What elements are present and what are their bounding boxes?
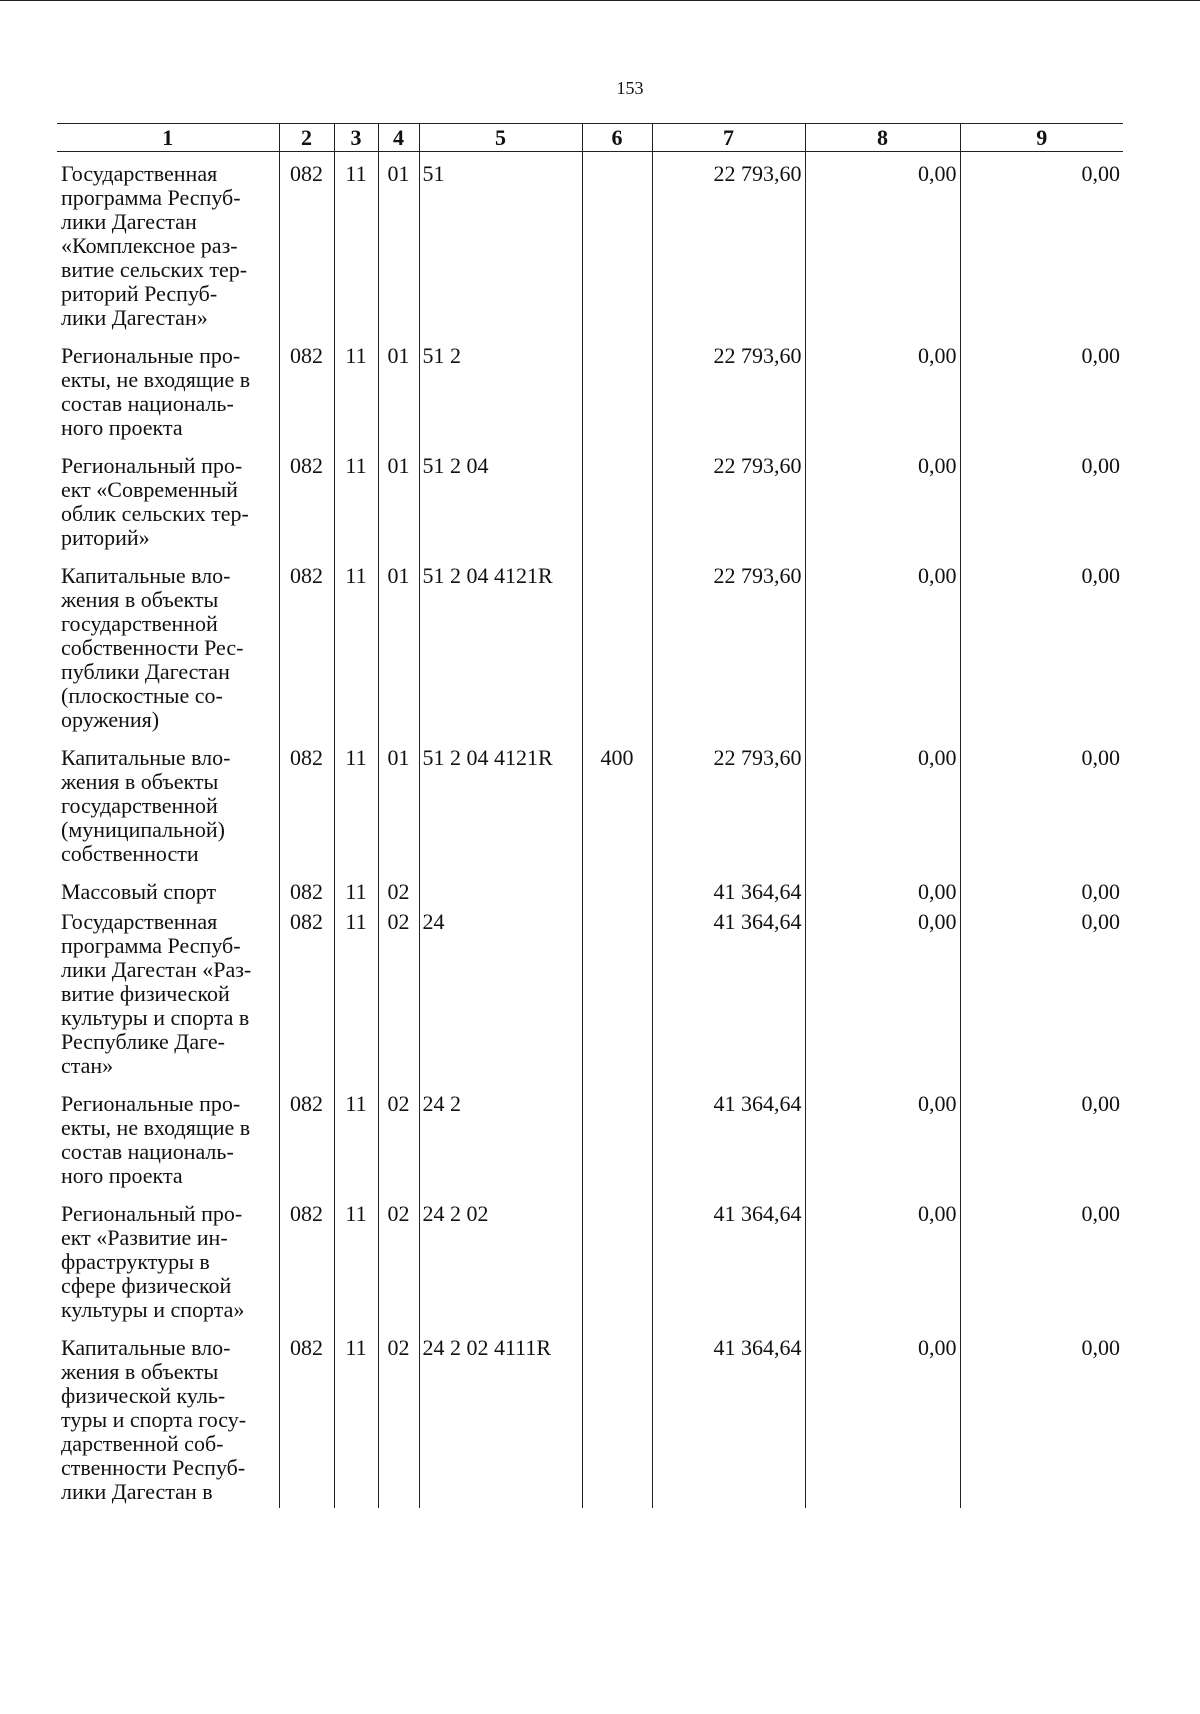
row-name-line: сфере физической <box>61 1273 232 1298</box>
amount-col9: 0,00 <box>960 1092 1123 1202</box>
table-row <box>57 564 1123 746</box>
row-name <box>57 1092 279 1202</box>
row-name-line: ственности Респуб- <box>61 1455 246 1480</box>
section-code: 11 <box>334 880 378 910</box>
target-article-code: 51 2 04 4121R <box>419 746 582 880</box>
subsection-code: 02 <box>378 880 419 910</box>
amount-col8: 0,00 <box>805 344 960 454</box>
expense-type-code <box>582 564 652 746</box>
page-number: 153 <box>616 78 644 98</box>
table-row <box>57 746 1123 880</box>
target-article-code: 24 2 <box>419 1092 582 1202</box>
row-name <box>57 746 279 880</box>
amount-col9: 0,00 <box>960 1202 1123 1336</box>
budget-admin-code: 082 <box>279 1336 334 1508</box>
section-code: 11 <box>334 344 378 454</box>
amount-col9: 0,00 <box>960 880 1123 910</box>
col-header-2: 2 <box>279 124 334 152</box>
subsection-code: 01 <box>378 564 419 746</box>
row-name-line: состав националь- <box>61 1139 234 1164</box>
table-row <box>57 1202 1123 1336</box>
top-rule <box>0 0 1200 1</box>
budget-admin-code: 082 <box>279 746 334 880</box>
amount-col9: 0,00 <box>960 344 1123 454</box>
row-name <box>57 1202 279 1336</box>
subsection-code: 01 <box>378 152 419 345</box>
subsection-code: 02 <box>378 1336 419 1508</box>
row-name-line: публики Дагестан <box>61 659 230 684</box>
subsection-code: 01 <box>378 746 419 880</box>
row-name-line: Государственная <box>61 161 218 186</box>
section-code: 11 <box>334 1336 378 1508</box>
expense-type-code <box>582 880 652 910</box>
row-name-line: риторий» <box>61 525 150 550</box>
amount-col8: 0,00 <box>805 880 960 910</box>
row-name-line: Капитальные вло- <box>61 745 231 770</box>
amount-col7: 41 364,64 <box>652 880 805 910</box>
budget-admin-code: 082 <box>279 1092 334 1202</box>
col-header-8: 8 <box>805 124 960 152</box>
row-name-line: Капитальные вло- <box>61 1335 231 1360</box>
row-name-line: жения в объекты <box>61 1359 219 1384</box>
table-body <box>57 152 1123 1509</box>
amount-col7: 41 364,64 <box>652 1336 805 1508</box>
budget-admin-code: 082 <box>279 1202 334 1336</box>
row-name <box>57 152 279 345</box>
row-name-line: культуры и спорта в <box>61 1005 250 1030</box>
col-header-3: 3 <box>334 124 378 152</box>
expense-type-code <box>582 152 652 345</box>
row-name-line: жения в объекты <box>61 587 219 612</box>
row-name-line: екты, не входящие в <box>61 367 251 392</box>
row-name-line: туры и спорта госу- <box>61 1407 247 1432</box>
section-code: 11 <box>334 746 378 880</box>
target-article-code: 24 <box>419 910 582 1092</box>
section-code: 11 <box>334 1092 378 1202</box>
budget-admin-code: 082 <box>279 454 334 564</box>
expense-type-code <box>582 910 652 1092</box>
row-name-line: витие физической <box>61 981 230 1006</box>
row-name-line: Региональные про- <box>61 343 241 368</box>
amount-col9: 0,00 <box>960 746 1123 880</box>
row-name-line: Региональный про- <box>61 453 243 478</box>
amount-col9: 0,00 <box>960 1336 1123 1508</box>
row-name <box>57 1336 279 1508</box>
col-header-7: 7 <box>652 124 805 152</box>
table-row <box>57 910 1123 1092</box>
amount-col7: 22 793,60 <box>652 344 805 454</box>
budget-admin-code: 082 <box>279 564 334 746</box>
row-name <box>57 880 279 910</box>
expense-type-code <box>582 1202 652 1336</box>
expense-type-code <box>582 1336 652 1508</box>
amount-col8: 0,00 <box>805 152 960 345</box>
row-name-line: программа Респуб- <box>61 933 241 958</box>
row-name-line: Региональные про- <box>61 1091 241 1116</box>
subsection-code: 01 <box>378 344 419 454</box>
amount-col8: 0,00 <box>805 454 960 564</box>
expense-type-code: 400 <box>582 746 652 880</box>
row-name-line: оружения) <box>61 707 160 732</box>
section-code: 11 <box>334 564 378 746</box>
amount-col7: 22 793,60 <box>652 564 805 746</box>
row-name-line: государственной <box>61 611 218 636</box>
amount-col9: 0,00 <box>960 910 1123 1092</box>
target-article-code <box>419 880 582 910</box>
row-name-line: (муниципальной) <box>61 817 225 842</box>
row-name-line: жения в объекты <box>61 769 219 794</box>
row-name-line: ного проекта <box>61 415 183 440</box>
row-name-line: программа Респуб- <box>61 185 241 210</box>
expense-type-code <box>582 1092 652 1202</box>
row-name-line: стан» <box>61 1053 114 1078</box>
section-code: 11 <box>334 910 378 1092</box>
amount-col9: 0,00 <box>960 152 1123 345</box>
row-name-line: риторий Респуб- <box>61 281 218 306</box>
budget-admin-code: 082 <box>279 344 334 454</box>
table-row <box>57 1336 1123 1508</box>
amount-col8: 0,00 <box>805 564 960 746</box>
target-article-code: 51 2 04 4121R <box>419 564 582 746</box>
col-header-1: 1 <box>57 124 279 152</box>
row-name-line: Республике Даге- <box>61 1029 225 1054</box>
row-name-line: Капитальные вло- <box>61 563 231 588</box>
subsection-code: 01 <box>378 454 419 564</box>
budget-table <box>57 123 1123 1508</box>
row-name-line: витие сельских тер- <box>61 257 248 282</box>
budget-admin-code: 082 <box>279 152 334 345</box>
row-name-line: ект «Современный <box>61 477 238 502</box>
amount-col8: 0,00 <box>805 1202 960 1336</box>
row-name-line: лики Дагестан «Раз- <box>61 957 252 982</box>
row-name <box>57 454 279 564</box>
row-name-line: лики Дагестан» <box>61 305 208 330</box>
section-code: 11 <box>334 152 378 345</box>
section-code: 11 <box>334 454 378 564</box>
col-header-9: 9 <box>960 124 1123 152</box>
target-article-code: 24 2 02 <box>419 1202 582 1336</box>
row-name-line: Массовый спорт <box>61 879 217 904</box>
subsection-code: 02 <box>378 910 419 1092</box>
budget-admin-code: 082 <box>279 880 334 910</box>
row-name-line: екты, не входящие в <box>61 1115 251 1140</box>
target-article-code: 51 2 <box>419 344 582 454</box>
table-row <box>57 454 1123 564</box>
row-name-line: лики Дагестан в <box>61 1479 213 1504</box>
subsection-code: 02 <box>378 1092 419 1202</box>
row-name-line: состав националь- <box>61 391 234 416</box>
row-name-line: дарственной соб- <box>61 1431 224 1456</box>
amount-col7: 41 364,64 <box>652 1202 805 1336</box>
row-name-line: (плоскостные со- <box>61 683 223 708</box>
amount-col7: 22 793,60 <box>652 152 805 345</box>
amount-col8: 0,00 <box>805 1336 960 1508</box>
amount-col8: 0,00 <box>805 1092 960 1202</box>
row-name-line: физической куль- <box>61 1383 226 1408</box>
row-name-line: облик сельских тер- <box>61 501 249 526</box>
row-name-line: собственности <box>61 841 199 866</box>
col-header-4: 4 <box>378 124 419 152</box>
amount-col9: 0,00 <box>960 564 1123 746</box>
budget-admin-code: 082 <box>279 910 334 1092</box>
amount-col7: 41 364,64 <box>652 910 805 1092</box>
target-article-code: 51 <box>419 152 582 345</box>
row-name-line: собственности Рес- <box>61 635 244 660</box>
section-code: 11 <box>334 1202 378 1336</box>
row-name-line: ного проекта <box>61 1163 183 1188</box>
row-name-line: ект «Развитие ин- <box>61 1225 228 1250</box>
target-article-code: 24 2 02 4111R <box>419 1336 582 1508</box>
table-row <box>57 152 1123 345</box>
expense-type-code <box>582 454 652 564</box>
amount-col8: 0,00 <box>805 910 960 1092</box>
col-header-5: 5 <box>419 124 582 152</box>
amount-col7: 22 793,60 <box>652 746 805 880</box>
row-name-line: «Комплексное раз- <box>61 233 238 258</box>
expense-type-code <box>582 344 652 454</box>
target-article-code: 51 2 04 <box>419 454 582 564</box>
amount-col9: 0,00 <box>960 454 1123 564</box>
row-name-line: Государственная <box>61 909 218 934</box>
row-name <box>57 564 279 746</box>
amount-col7: 22 793,60 <box>652 454 805 564</box>
row-name-line: фраструктуры в <box>61 1249 210 1274</box>
header-row <box>57 124 1123 152</box>
row-name-line: государственной <box>61 793 218 818</box>
amount-col7: 41 364,64 <box>652 1092 805 1202</box>
row-name-line: Региональный про- <box>61 1201 243 1226</box>
row-name-line: культуры и спорта» <box>61 1297 245 1322</box>
col-header-6: 6 <box>582 124 652 152</box>
table-row <box>57 344 1123 454</box>
table-row <box>57 1092 1123 1202</box>
row-name-line: лики Дагестан <box>61 209 197 234</box>
amount-col8: 0,00 <box>805 746 960 880</box>
subsection-code: 02 <box>378 1202 419 1336</box>
row-name <box>57 910 279 1092</box>
row-name <box>57 344 279 454</box>
table-row <box>57 880 1123 910</box>
